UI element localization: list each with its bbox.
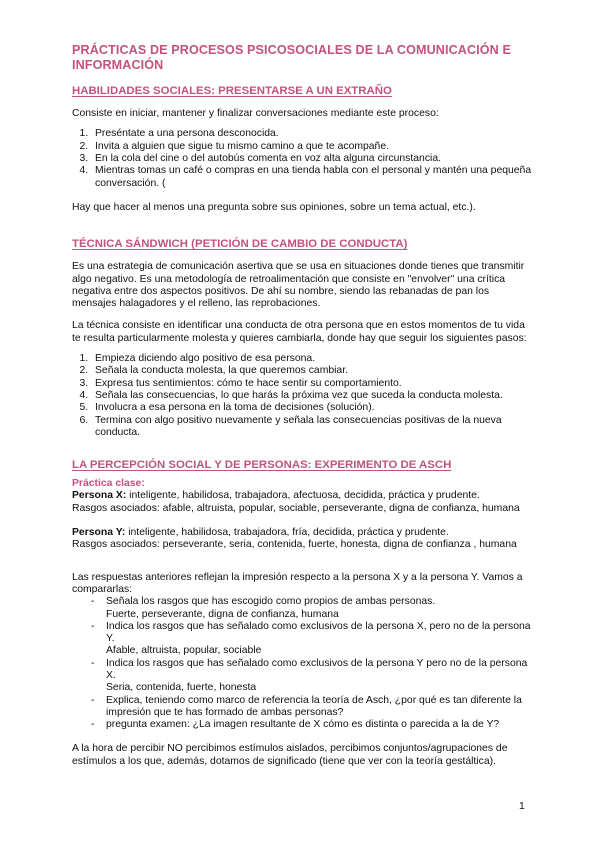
paragraph: Las respuestas anteriores reflejan la impresión respecto a la persona X y a la persona Y. Vamos a compararlas: [72,571,523,595]
persona-y-label: Persona Y: [72,527,126,539]
paragraph: Es una estrategia de comunicación asertiva que se usa en situaciones donde tienes que transmitir algo negativo. Es una metodología de retroalimentación que consiste en "envolver" una crítica negativa entre dos aspectos positivos. De ahí su nombre, siendo las rebanadas de pan los mensajes halagadores y el relleno, las reprobaciones. [72,261,525,310]
list-item [72,695,534,720]
question-text: - pregunta examen: ¿La imagen resultante de X cómo es distinta o parecida a la de Y? [106,719,500,731]
persona-y-line [72,527,534,539]
section-title-sandwich: TÉCNICA SÁNDWICH (PETICIÓN DE CAMBIO DE CONDUCTA) [72,238,408,251]
persona-x-associated: Rasgos asociados: afable, altruista, popular, sociable, perseverante, digna de confianza, humana [72,502,520,514]
document-title: PRÁCTICAS DE PROCESOS PSICOSOCIALES DE LA COMUNICACIÓN E INFORMACIÓN [72,43,511,72]
list-item: 3. En la cola del cine o del autobús comenta en voz alta alguna circunstancia. [91,153,534,165]
page-content [72,43,534,768]
list-item [72,621,534,658]
question-text: - Indica los rasgos que has señalado como exclusivos de la persona X, pero no de la persona Y. [106,620,531,645]
paragraph: La técnica consiste en identificar una conducta de otra persona que en estos momentos de tu vida te resulta particularmente molesta y quieres cambiarla, donde hay que seguir los siguientes pasos: [72,320,527,344]
persona-y-associated: Rasgos asociados: perseverante, seria, contenida, fuerte, honesta, digna de confianza , humana [72,539,517,551]
list-item: 2. Invita a alguien que sigue tu mismo camino a que te acompañe. [91,141,534,153]
persona-x-traits: inteligente, habilidosa, trabajadora, afectuosa, decidida, práctica y prudente. [126,490,480,502]
question-answer: Seria, contenida, fuerte, honesta [106,682,257,694]
list-item: 1. Preséntate a una persona desconocida. [91,128,534,140]
list-item: 1. Empieza diciendo algo positivo de esa persona. [91,353,534,365]
persona-x-label: Persona X: [72,490,127,502]
question-answer: Afable, altruista, popular, sociable [106,645,262,657]
steps-list-social-skills [72,128,534,189]
questions-list [72,596,534,731]
persona-x-line [72,490,534,502]
list-item [72,596,534,621]
list-item: 4. Mientras tomas un café o compras en una tienda habla con el personal y mantén una pequeña conversación. ( [91,165,534,190]
question-text: - Explica, teniendo como marco de referencia la teoría de Asch, ¿por qué es tan diferente la impresión que te has formado de ambas personas? [106,694,522,718]
list-item [72,658,534,695]
section-intro: Consiste en iniciar, mantener y finalizar conversaciones mediante este proceso: [72,108,439,120]
question-answer: Fuerte, perseverante, digna de confianza, humana [106,608,339,620]
list-item: 3. Expresa tus sentimientos: cómo te hace sentir su comportamiento. [91,378,534,390]
section-note: Hay que hacer al menos una pregunta sobre sus opiniones, sobre un tema actual, etc.). [72,201,476,213]
question-text: - Indica los rasgos que has señalado como exclusivos de la persona Y pero no de la persona X. [106,657,528,681]
list-item: 5. Involucra a esa persona en la toma de decisiones (solución). [91,402,534,414]
closing-paragraph: A la hora de percibir NO percibimos estímulos aislados, percibimos conjuntos/agrupaciones de estímulos a los que, además, dotamos de significado (tiene que ver con la teoría gestáltica). [72,743,508,767]
persona-y-traits: inteligente, habilidosa, trabajadora, fría, decidida, práctica y prudente. [125,527,449,539]
steps-list-sandwich [72,353,534,439]
list-item: 2. Señala la conducta molesta, la que queremos cambiar. [91,365,534,377]
section-title-social-skills: HABILIDADES SOCIALES: PRESENTARSE A UN EXTRAÑO [72,85,392,98]
page-number: 1 [519,801,525,812]
section-title-asch: LA PERCEPCIÓN SOCIAL Y DE PERSONAS: EXPERIMENTO DE ASCH [72,459,452,472]
subsection-title: Práctica clase: [72,478,145,490]
question-text: - Señala los rasgos que has escogido como propios de ambas personas. [106,596,436,608]
list-item [72,719,534,731]
list-item: 4. Señala las consecuencias, lo que harás la próxima vez que suceda la conducta molesta. [91,390,534,402]
list-item: 6. Termina con algo positivo nuevamente y señala las consecuencias positivas de la nueva conducta. [91,415,534,440]
